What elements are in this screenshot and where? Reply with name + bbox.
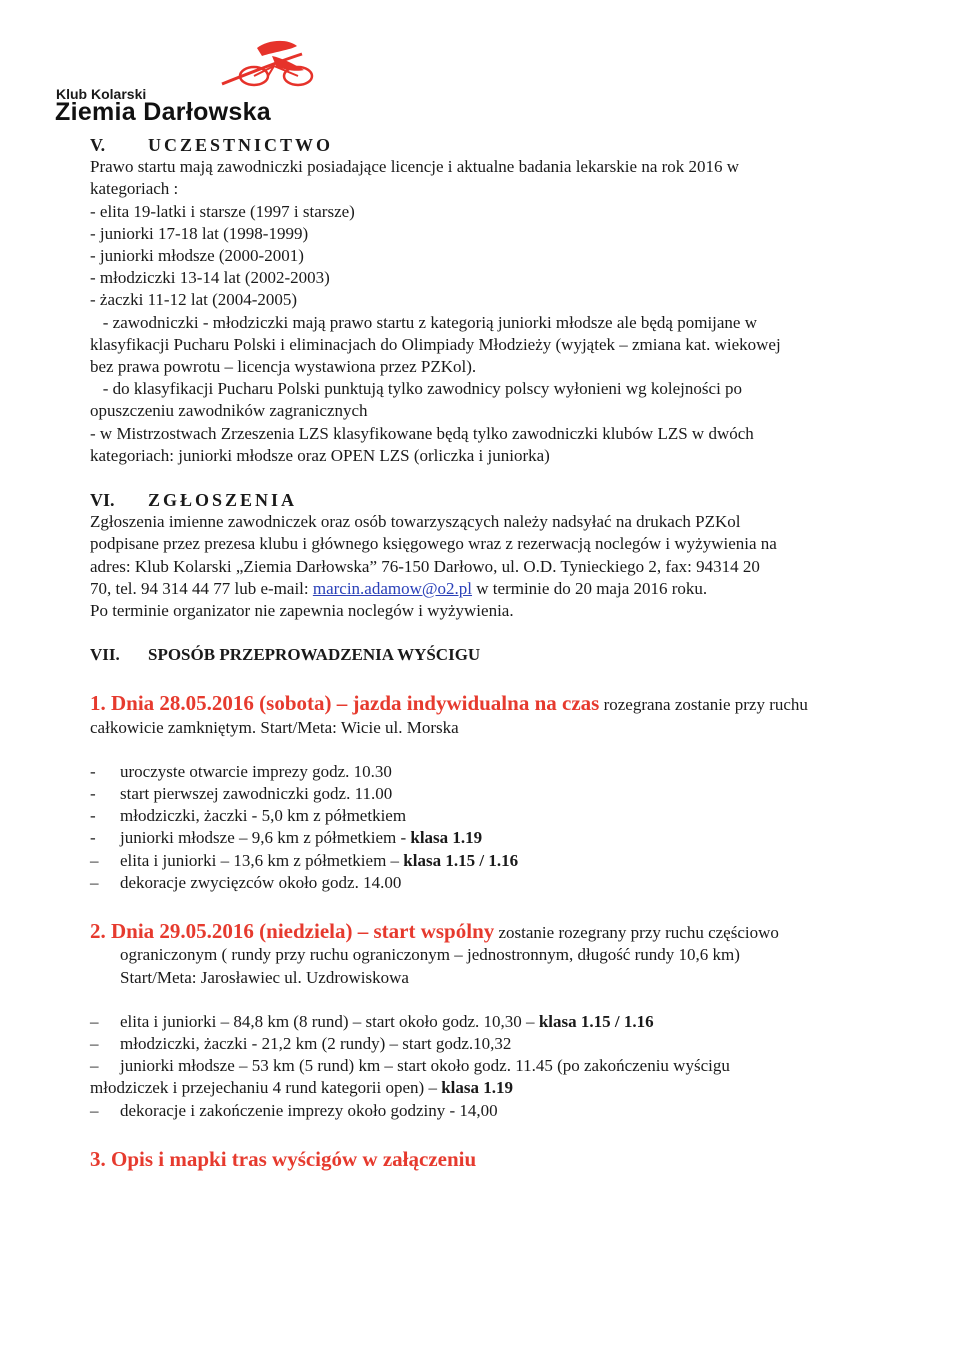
day-1-title: 1. Dnia 28.05.2016 (sobota) – jazda indywidualna na czas xyxy=(90,691,600,716)
paragraph-line: - w Mistrzostwach Zrzeszenia LZS klasyfikowane będą tylko zawodniczki klubów LZS w dwóch xyxy=(90,423,754,443)
day-2-heading xyxy=(90,920,890,944)
club-logo xyxy=(52,36,322,126)
paragraph-line: kategoriach: juniorki młodsze oraz OPEN LZS (orliczka i juniorka) xyxy=(90,445,550,465)
race-class: klasa 1.19 xyxy=(410,828,483,848)
paragraph-line: bez prawa powrotu – licencja wystawiona przez PZKol). xyxy=(90,357,477,377)
race-class: klasa 1.15 / 1.16 xyxy=(403,850,519,870)
schedule-item-continued: młodziczek i przejechaniu 4 rund kategorii open) – klasa 1.19 xyxy=(90,1078,513,1098)
document-body xyxy=(90,134,890,1170)
schedule-item: - start pierwszej zawodniczki godz. 11.00 xyxy=(90,784,393,804)
route-maps-note: 3. Opis i mapki tras wyścigów w załączeniu xyxy=(90,1146,477,1171)
day-2-title: 2. Dnia 29.05.2016 (niedziela) – start wspólny xyxy=(90,919,495,944)
day-1-title-rest: rozegrana zostanie przy ruchu xyxy=(599,695,808,715)
section-number: VI. xyxy=(90,490,115,511)
schedule-item: - juniorki młodsze – 9,6 km z półmetkiem - klasa 1.19 xyxy=(90,828,483,848)
schedule-item: – juniorki młodsze – 53 km (5 rund) km – start około godz. 11.45 (po zakończeniu wyścigu xyxy=(90,1056,730,1076)
cyclist-logo-icon xyxy=(202,36,322,96)
section-number: V. xyxy=(90,135,106,155)
day-1-heading xyxy=(90,692,890,716)
paragraph-line: opuszczeniu zawodników zagranicznych xyxy=(90,401,368,421)
deadline-text: w terminie do 20 maja 2016 roku. xyxy=(472,578,708,598)
section-title: UCZESTNICTWO xyxy=(148,135,334,155)
schedule-item: – dekoracje i zakończenie imprezy około godziny - 14,00 xyxy=(90,1100,498,1120)
schedule-item: – młodziczki, żaczki - 21,2 km (2 rundy) – start godz.10,32 xyxy=(90,1033,512,1053)
section-5-heading xyxy=(90,134,890,156)
paragraph-line: Zgłoszenia imienne zawodniczek oraz osób towarzyszących należy nadsyłać na drukach PZKol xyxy=(90,512,741,532)
race-class: klasa 1.19 xyxy=(441,1078,513,1098)
paragraph-line: - do klasyfikacji Pucharu Polski punktują tylko zawodnicy polscy wyłonieni wg kolejności po xyxy=(90,379,743,399)
email-link[interactable]: marcin.adamow@o2.pl xyxy=(312,578,473,598)
category-line: - elita 19-latki i starsze (1997 i starsze) xyxy=(90,201,355,221)
schedule-item: – dekoracje zwycięzców około godz. 14.00 xyxy=(90,872,402,892)
paragraph-line: ograniczonym ( rundy przy ruchu ograniczonym – jednostronnym, długość rundy 10,6 km) xyxy=(120,945,740,965)
section-number: VII. xyxy=(90,645,120,665)
paragraph-line: klasyfikacji Pucharu Polski i eliminacjach do Olimpiady Młodzieży (wyjątek – zmiana kat. wiekowej xyxy=(90,334,781,354)
logo-club-label: Klub Kolarski xyxy=(56,86,147,102)
contact-text: 70, tel. 94 314 44 77 lub e-mail: xyxy=(90,578,313,598)
category-line: - młodziczki 13-14 lat (2002-2003) xyxy=(90,268,330,288)
schedule-item: – elita i juniorki – 84,8 km (8 rund) – start około godz. 10,30 – klasa 1.15 / 1.16 xyxy=(90,1011,654,1031)
logo-club-name: Ziemia Darłowska xyxy=(55,98,272,126)
schedule-item: - uroczyste otwarcie imprezy godz. 10.30 xyxy=(90,761,392,781)
category-line: - żaczki 11-12 lat (2004-2005) xyxy=(90,290,298,310)
paragraph-line: Start/Meta: Jarosławiec ul. Uzdrowiskowa xyxy=(120,967,409,987)
paragraph-line: Prawo startu mają zawodniczki posiadające licencje i aktualne badania lekarskie na rok 2016 w xyxy=(90,157,740,177)
paragraph-line: całkowicie zamkniętym. Start/Meta: Wicie ul. Morska xyxy=(90,717,459,737)
paragraph-line: kategoriach : xyxy=(90,179,179,199)
category-line: - juniorki młodsze (2000-2001) xyxy=(90,246,304,266)
section-title: ZGŁOSZENIA xyxy=(148,490,298,511)
paragraph-line: podpisane przez prezesa klubu i głównego księgowego wraz z rezerwacją noclegów i wyżywienia na xyxy=(90,534,777,554)
category-line: - juniorki 17-18 lat (1998-1999) xyxy=(90,223,309,243)
race-class: klasa 1.15 / 1.16 xyxy=(538,1011,654,1031)
section-7-heading xyxy=(90,644,890,666)
paragraph-line: Po terminie organizator nie zapewnia noclegów i wyżywienia. xyxy=(90,601,514,621)
section-6-heading xyxy=(90,489,890,511)
schedule-item: - młodziczki, żaczki - 5,0 km z półmetkiem xyxy=(90,806,407,826)
day-2-title-rest: zostanie rozegrany przy ruchu częściowo xyxy=(494,923,779,943)
paragraph-line: adres: Klub Kolarski „Ziemia Darłowska” 76-150 Darłowo, ul. O.D. Tynieckiego 2, fax: 94314 20 xyxy=(90,556,760,576)
schedule-item: – elita i juniorki – 13,6 km z półmetkiem – klasa 1.15 / 1.16 xyxy=(90,850,519,870)
section-title: SPOSÓB PRZEPROWADZENIA WYŚCIGU xyxy=(148,645,481,665)
paragraph-line: - zawodniczki - młodziczki mają prawo startu z kategorią juniorki młodsze ale będą pomijane w xyxy=(90,312,758,332)
paragraph-line xyxy=(90,578,890,600)
